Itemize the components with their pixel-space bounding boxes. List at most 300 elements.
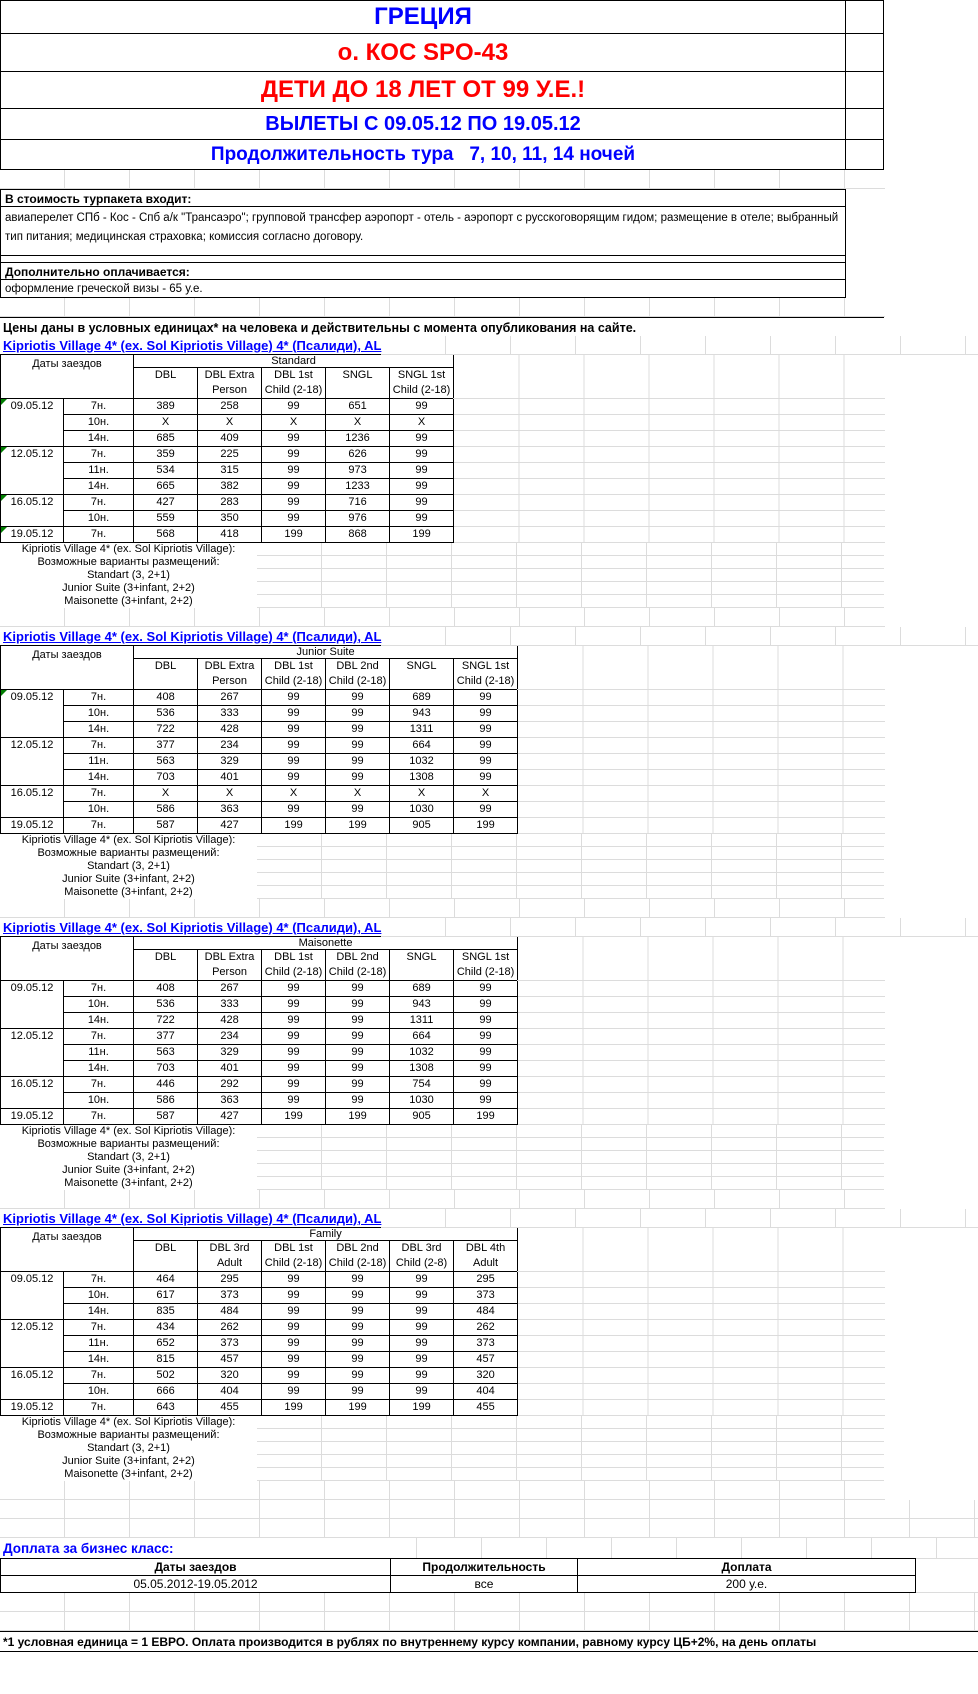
price-cell: 99	[262, 1368, 326, 1384]
price-cell: 427	[198, 1109, 262, 1125]
price-cell: 99	[262, 1320, 326, 1336]
nights-cell: 10н.	[64, 1093, 134, 1109]
note-line: Maisonette (3+infant, 2+2)	[64, 886, 193, 898]
price-row	[1, 1384, 885, 1400]
price-cell: 99	[390, 399, 454, 415]
price-cell: 99	[326, 1288, 390, 1304]
price-cell: 99	[262, 981, 326, 997]
nights-cell: 7н.	[64, 690, 134, 706]
hotel-blocks	[0, 336, 978, 1500]
price-cell: 99	[454, 802, 518, 818]
price-cell: 99	[454, 1093, 518, 1109]
price-cell: 373	[454, 1288, 518, 1304]
price-cell: 99	[326, 1093, 390, 1109]
price-cell: 99	[326, 1384, 390, 1400]
nights-cell: 7н.	[64, 1029, 134, 1045]
business-class-table	[0, 1558, 916, 1593]
price-cell: 99	[326, 1013, 390, 1029]
business-title-row	[0, 1538, 978, 1558]
price-row	[1, 1320, 885, 1336]
note-line: Возможные варианты размещений:	[37, 1138, 220, 1150]
price-cell: 99	[454, 981, 518, 997]
price-cell: 689	[390, 690, 454, 706]
promo-banner: ДЕТИ ДО 18 ЛЕТ ОТ 99 У.Е.!	[0, 72, 846, 109]
business-table-wrap	[0, 1558, 978, 1593]
price-cell: 455	[454, 1400, 518, 1416]
price-row	[1, 1400, 885, 1416]
price-cell: 1311	[390, 722, 454, 738]
price-cell: 99	[262, 1029, 326, 1045]
price-cell: 99	[262, 722, 326, 738]
date-cell: 19.05.12	[1, 1109, 64, 1125]
price-cell: 377	[134, 738, 198, 754]
price-cell: 99	[262, 1336, 326, 1352]
price-cell: 99	[454, 770, 518, 786]
note-line: Maisonette (3+infant, 2+2)	[64, 595, 193, 607]
hotel-title-row	[0, 336, 978, 354]
price-cell: 666	[134, 1384, 198, 1400]
business-col-dates: Даты заездов	[1, 1559, 391, 1576]
price-row	[1, 1368, 885, 1384]
price-cell: 1311	[390, 1013, 454, 1029]
grid-extension	[518, 818, 885, 834]
price-cell: 651	[326, 399, 390, 415]
price-cell: 99	[390, 1384, 454, 1400]
header-side-cell	[846, 34, 884, 72]
price-cell: 333	[198, 706, 262, 722]
grid-extension	[454, 415, 885, 431]
price-cell: X	[390, 786, 454, 802]
price-cell: 652	[134, 1336, 198, 1352]
header-row-country	[0, 0, 978, 34]
price-row	[1, 706, 885, 722]
price-row	[1, 1272, 885, 1288]
note-line: Kipriotis Village 4* (ex. Sol Kipriotis Village):	[21, 1416, 236, 1428]
grid-extension	[257, 1416, 884, 1481]
grid-extension	[518, 1272, 885, 1288]
hotel-link[interactable]: Kipriotis Village 4* (ex. Sol Kipriotis Village) 4* (Псалиди), AL	[3, 628, 382, 644]
price-row	[1, 1109, 885, 1125]
grid-row	[0, 1190, 885, 1209]
dates-header: Даты заездов	[1, 646, 134, 690]
price-cell: 815	[134, 1352, 198, 1368]
price-cell: 976	[326, 511, 390, 527]
price-cell: 559	[134, 511, 198, 527]
page-title: ГРЕЦИЯ	[0, 0, 846, 34]
price-cell: 267	[198, 690, 262, 706]
price-cell: 99	[262, 463, 326, 479]
nights-cell: 10н.	[64, 997, 134, 1013]
price-cell: 568	[134, 527, 198, 543]
price-cell: 225	[198, 447, 262, 463]
price-row	[1, 511, 885, 527]
grid-extension	[454, 479, 885, 495]
price-cell: 99	[390, 1352, 454, 1368]
dates-header: Даты заездов	[1, 937, 134, 981]
nights-cell: 7н.	[64, 1400, 134, 1416]
nights-cell: 7н.	[64, 738, 134, 754]
price-cell: 99	[326, 1077, 390, 1093]
price-cell: 99	[326, 1272, 390, 1288]
header-side-cell	[846, 0, 884, 34]
business-surcharge-value: 200 у.е.	[578, 1576, 916, 1593]
price-row	[1, 818, 885, 834]
grid-extension	[381, 1209, 978, 1228]
grid-extension	[518, 937, 885, 981]
price-cell: X	[326, 415, 390, 431]
price-row	[1, 447, 885, 463]
date-cell: 12.05.12	[1, 1320, 64, 1368]
grid-extension	[518, 1384, 885, 1400]
notes-row	[0, 1416, 884, 1481]
grid-extension	[518, 1320, 885, 1336]
header-side-cell	[846, 72, 884, 109]
grid-extension	[518, 1352, 885, 1368]
price-cell: 99	[262, 1013, 326, 1029]
price-cell: 868	[326, 527, 390, 543]
column-header: DBL 2nd Child (2-18)	[326, 950, 390, 981]
price-cell: 199	[326, 1109, 390, 1125]
grid-row	[0, 1481, 885, 1500]
grid-row	[0, 899, 885, 918]
price-cell: 99	[326, 1061, 390, 1077]
price-cell: 382	[198, 479, 262, 495]
notes-row	[0, 543, 884, 608]
price-cell: 1308	[390, 770, 454, 786]
note-line: Junior Suite (3+infant, 2+2)	[62, 1164, 195, 1176]
includes-label: В стоимость турпакета входит:	[0, 189, 846, 207]
nights-cell: 11н.	[64, 463, 134, 479]
price-row	[1, 1336, 885, 1352]
price-cell: 99	[454, 722, 518, 738]
tour-duration: Продолжительность тура 7, 10, 11, 14 ночей	[0, 140, 846, 170]
price-cell: 428	[198, 1013, 262, 1029]
nights-cell: 10н.	[64, 802, 134, 818]
nights-cell: 14н.	[64, 770, 134, 786]
column-header: DBL Extra Person	[198, 368, 262, 399]
nights-cell: 11н.	[64, 754, 134, 770]
price-cell: 99	[454, 706, 518, 722]
price-cell: 1032	[390, 1045, 454, 1061]
nights-cell: 7н.	[64, 981, 134, 997]
hotel-link[interactable]: Kipriotis Village 4* (ex. Sol Kipriotis Village) 4* (Псалиди), AL	[3, 337, 382, 353]
column-header: DBL Extra Person	[198, 950, 262, 981]
price-cell: 99	[262, 1061, 326, 1077]
price-cell: 99	[262, 802, 326, 818]
price-cell: 99	[326, 722, 390, 738]
price-row	[1, 527, 885, 543]
business-class-title: Доплата за бизнес класс:	[3, 1540, 174, 1556]
price-cell: 484	[198, 1304, 262, 1320]
nights-cell: 14н.	[64, 1304, 134, 1320]
price-cell: 587	[134, 1109, 198, 1125]
price-row	[1, 431, 885, 447]
price-row	[1, 495, 885, 511]
price-cell: 587	[134, 818, 198, 834]
price-cell: 586	[134, 802, 198, 818]
price-cell: 427	[198, 818, 262, 834]
price-cell: 401	[198, 1061, 262, 1077]
price-cell: X	[390, 415, 454, 431]
price-cell: 99	[326, 1368, 390, 1384]
hotel-link[interactable]: Kipriotis Village 4* (ex. Sol Kipriotis Village) 4* (Псалиди), AL	[3, 1210, 382, 1226]
price-cell: 99	[262, 447, 326, 463]
price-cell: 703	[134, 1061, 198, 1077]
price-cell: 377	[134, 1029, 198, 1045]
price-cell: 99	[390, 447, 454, 463]
date-cell: 09.05.12	[1, 399, 64, 447]
price-cell: 905	[390, 818, 454, 834]
grid-extension	[518, 722, 885, 738]
price-cell: 99	[326, 690, 390, 706]
price-cell: 534	[134, 463, 198, 479]
price-cell: 685	[134, 431, 198, 447]
price-cell: 199	[262, 1400, 326, 1416]
grid-extension	[518, 1304, 885, 1320]
price-cell: 320	[198, 1368, 262, 1384]
price-cell: 617	[134, 1288, 198, 1304]
price-row	[1, 1288, 885, 1304]
price-cell: 99	[390, 1304, 454, 1320]
price-cell: 408	[134, 981, 198, 997]
date-cell: 09.05.12	[1, 690, 64, 738]
grid-extension	[518, 1109, 885, 1125]
price-cell: X	[134, 786, 198, 802]
price-cell: 199	[262, 527, 326, 543]
price-cell: 99	[454, 997, 518, 1013]
grid-extension	[518, 1045, 885, 1061]
hotel-title-row	[0, 1209, 978, 1227]
price-cell: 99	[454, 1061, 518, 1077]
column-header: SNGL	[326, 368, 390, 399]
price-cell: 1308	[390, 1061, 454, 1077]
price-cell: 99	[326, 738, 390, 754]
price-cell: 350	[198, 511, 262, 527]
price-cell: 99	[390, 431, 454, 447]
price-cell: 99	[262, 495, 326, 511]
price-row	[1, 981, 885, 997]
price-cell: 428	[198, 722, 262, 738]
grid-extension	[454, 355, 885, 399]
price-row	[1, 997, 885, 1013]
price-cell: 99	[262, 997, 326, 1013]
column-header: DBL	[134, 1241, 198, 1272]
nights-cell: 7н.	[64, 399, 134, 415]
nights-cell: 11н.	[64, 1045, 134, 1061]
price-cell: 536	[134, 997, 198, 1013]
price-cell: 199	[262, 818, 326, 834]
price-cell: 99	[390, 1272, 454, 1288]
price-cell: 664	[390, 1029, 454, 1045]
room-type-header: Family	[134, 1228, 518, 1241]
price-row	[1, 770, 885, 786]
price-cell: 99	[262, 1045, 326, 1061]
column-header: DBL Extra Person	[198, 659, 262, 690]
grid-extension	[518, 1368, 885, 1384]
price-cell: 418	[198, 527, 262, 543]
notes-row	[0, 834, 884, 899]
price-cell: 99	[326, 1320, 390, 1336]
price-cell: X	[198, 786, 262, 802]
price-cell: 99	[390, 479, 454, 495]
price-cell: 99	[262, 770, 326, 786]
price-cell: 464	[134, 1272, 198, 1288]
price-cell: 754	[390, 1077, 454, 1093]
price-cell: 234	[198, 1029, 262, 1045]
price-cell: 99	[390, 463, 454, 479]
grid-extension	[257, 1125, 884, 1190]
date-cell: 16.05.12	[1, 1077, 64, 1109]
nights-cell: 10н.	[64, 415, 134, 431]
price-cell: 363	[198, 1093, 262, 1109]
grid-extension	[257, 834, 884, 899]
nights-cell: 7н.	[64, 1272, 134, 1288]
price-cell: X	[454, 786, 518, 802]
price-cell: 99	[454, 690, 518, 706]
price-cell: 258	[198, 399, 262, 415]
price-cell: 99	[262, 399, 326, 415]
price-cell: 199	[326, 1400, 390, 1416]
includes-text: авиаперелет СПб - Кос - Спб а/к "Трансаэро"; групповой трансфер аэропорт - отель - аэропорт с русскоговорящим гидом; размещение в отеле; выбранный тип питания; медицинская страховка; комиссия согласно договору.	[0, 207, 846, 256]
price-cell: 586	[134, 1093, 198, 1109]
date-cell: 12.05.12	[1, 1029, 64, 1077]
price-cell: 409	[198, 431, 262, 447]
price-cell: 99	[262, 1384, 326, 1400]
price-cell: 665	[134, 479, 198, 495]
grid-extension	[518, 1029, 885, 1045]
price-row	[1, 690, 885, 706]
price-cell: 99	[326, 1045, 390, 1061]
room-type-header: Maisonette	[134, 937, 518, 950]
price-cell: 404	[198, 1384, 262, 1400]
nights-cell: 14н.	[64, 431, 134, 447]
price-cell: 99	[454, 1029, 518, 1045]
grid-row	[0, 1519, 978, 1538]
column-header: DBL 2nd Child (2-18)	[326, 659, 390, 690]
price-row	[1, 1093, 885, 1109]
price-cell: 1030	[390, 802, 454, 818]
price-cell: 401	[198, 770, 262, 786]
grid-extension	[518, 1228, 885, 1272]
grid-extension	[518, 997, 885, 1013]
price-cell: 199	[454, 1109, 518, 1125]
price-cell: 99	[326, 1352, 390, 1368]
price-cell: 99	[454, 1013, 518, 1029]
grid-extension	[454, 495, 885, 511]
price-cell: 835	[134, 1304, 198, 1320]
note-line: Возможные варианты размещений:	[37, 847, 220, 859]
price-cell: 295	[198, 1272, 262, 1288]
price-cell: 99	[262, 706, 326, 722]
grid-row	[0, 1612, 978, 1631]
price-row	[1, 479, 885, 495]
column-header: SNGL 1st Child (2-18)	[454, 659, 518, 690]
grid-extension	[454, 463, 885, 479]
price-row	[1, 1013, 885, 1029]
grid-extension	[518, 1400, 885, 1416]
grid-extension	[454, 431, 885, 447]
note-line: Standart (3, 2+1)	[87, 860, 170, 872]
nights-cell: 14н.	[64, 1061, 134, 1077]
price-cell: 99	[454, 1077, 518, 1093]
hotel-notes	[0, 834, 257, 899]
price-cell: 363	[198, 802, 262, 818]
price-cell: 484	[454, 1304, 518, 1320]
grid-extension	[257, 543, 884, 608]
grid-extension	[381, 918, 978, 937]
date-cell: 12.05.12	[1, 447, 64, 495]
price-row	[1, 415, 885, 431]
price-cell: 283	[198, 495, 262, 511]
price-cell: 716	[326, 495, 390, 511]
column-header: DBL 3rd Child (2-8)	[390, 1241, 454, 1272]
price-row	[1, 1061, 885, 1077]
header-side-cell	[846, 109, 884, 140]
price-cell: 99	[390, 1336, 454, 1352]
price-cell: 99	[262, 1077, 326, 1093]
nights-cell: 10н.	[64, 511, 134, 527]
grid-extension	[352, 1538, 978, 1559]
price-cell: 664	[390, 738, 454, 754]
price-cell: X	[134, 415, 198, 431]
price-row	[1, 399, 885, 415]
grid-extension	[454, 511, 885, 527]
price-cell: 99	[262, 479, 326, 495]
price-cell: 292	[198, 1077, 262, 1093]
price-cell: 626	[326, 447, 390, 463]
hotel-notes	[0, 1125, 257, 1190]
grid-extension	[518, 1093, 885, 1109]
price-cell: 99	[390, 495, 454, 511]
price-cell: 536	[134, 706, 198, 722]
grid-extension	[518, 1061, 885, 1077]
grid-extension	[518, 802, 885, 818]
price-cell: 99	[262, 754, 326, 770]
note-line: Kipriotis Village 4* (ex. Sol Kipriotis Village):	[21, 1125, 236, 1137]
price-cell: 943	[390, 997, 454, 1013]
business-col-duration: Продолжительность	[391, 1559, 578, 1576]
price-cell: 359	[134, 447, 198, 463]
grid-extension	[518, 1288, 885, 1304]
hotel-link[interactable]: Kipriotis Village 4* (ex. Sol Kipriotis Village) 4* (Псалиди), AL	[3, 919, 382, 935]
price-cell: 99	[390, 1320, 454, 1336]
note-line: Junior Suite (3+infant, 2+2)	[62, 873, 195, 885]
price-cell: 643	[134, 1400, 198, 1416]
price-cell: 373	[198, 1336, 262, 1352]
price-table	[0, 354, 885, 543]
price-cell: 99	[326, 706, 390, 722]
flight-dates: ВЫЛЕТЫ С 09.05.12 ПО 19.05.12	[0, 109, 846, 140]
price-cell: 905	[390, 1109, 454, 1125]
price-cell: 99	[390, 1288, 454, 1304]
note-line: Junior Suite (3+infant, 2+2)	[62, 1455, 195, 1467]
price-cell: 295	[454, 1272, 518, 1288]
price-row	[1, 738, 885, 754]
price-row	[1, 722, 885, 738]
business-col-surcharge: Доплата	[578, 1559, 916, 1576]
price-cell: 320	[454, 1368, 518, 1384]
nights-cell: 7н.	[64, 495, 134, 511]
price-cell: 563	[134, 1045, 198, 1061]
price-cell: 722	[134, 722, 198, 738]
price-cell: 99	[326, 802, 390, 818]
price-cell: X	[262, 786, 326, 802]
nights-cell: 14н.	[64, 479, 134, 495]
grid-extension	[518, 981, 885, 997]
dates-header: Даты заездов	[1, 355, 134, 399]
date-cell: 16.05.12	[1, 1368, 64, 1400]
note-line: Standart (3, 2+1)	[87, 569, 170, 581]
